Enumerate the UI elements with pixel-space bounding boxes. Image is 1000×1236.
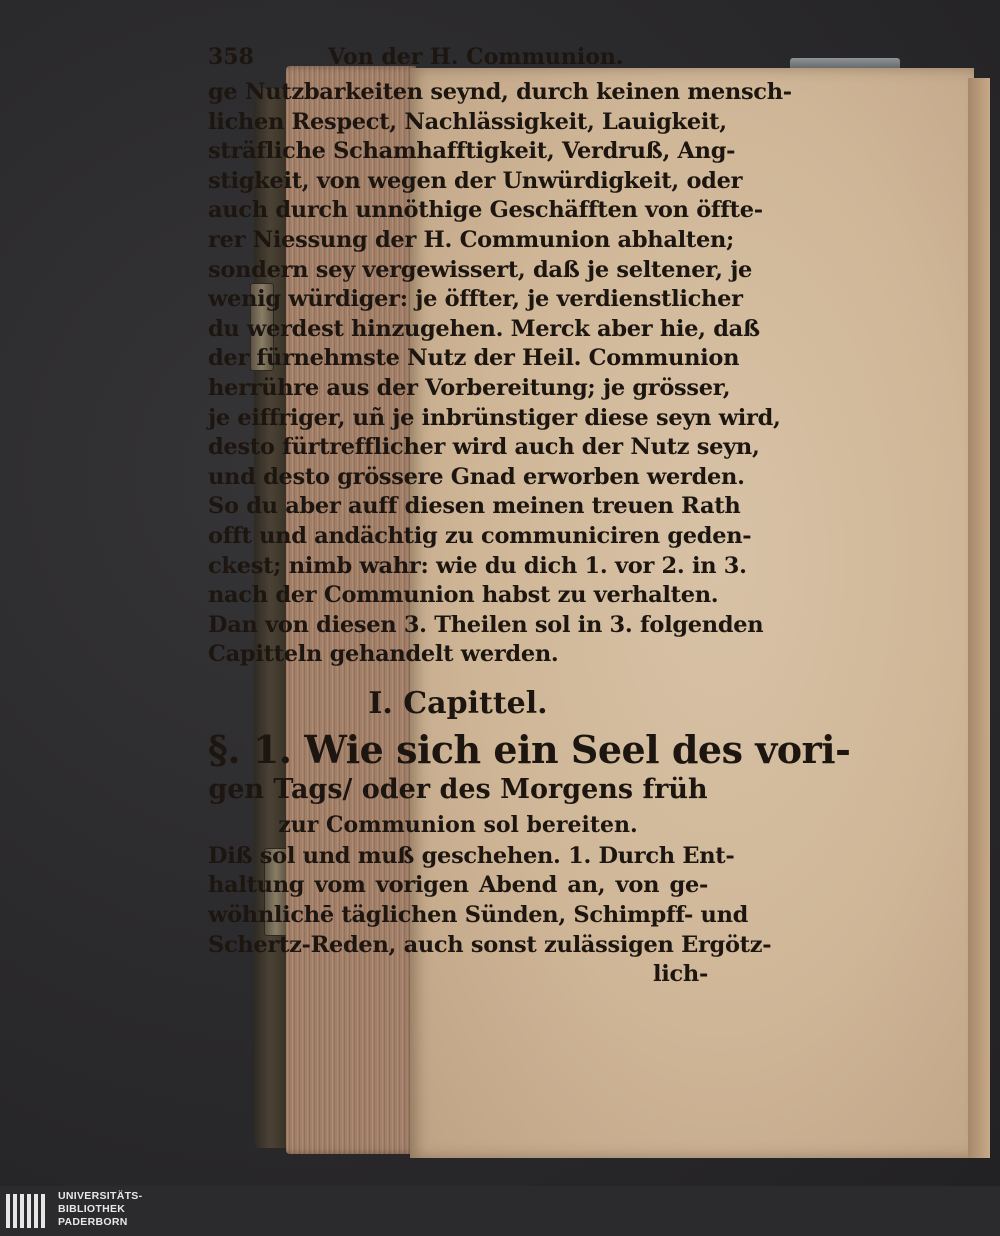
text-line: je eiffriger, uñ je inbrünstiger diese seyn wird, <box>208 404 781 431</box>
text-line: rer Niessung der H. Communion abhalten; <box>208 226 735 253</box>
text-line: wenig würdiger: je öffter, je verdienstlicher <box>208 286 743 313</box>
library-footer <box>0 1186 1000 1236</box>
text-line: Diß sol und muß geschehen. 1. Durch Ent- <box>208 842 735 869</box>
text-line: offt und andächtig zu communiciren geden- <box>208 522 752 549</box>
text-line: der fürnehmste Nutz der Heil. Communion <box>208 345 740 372</box>
text-line: haltung vom vorigen Abend an, von ge- <box>208 872 708 899</box>
text-line: nach der Communion habst zu verhalten. <box>208 582 719 609</box>
text-line: sträfliche Schamhafftigkeit, Verdruß, Ang- <box>208 138 736 165</box>
text-line: Capitteln gehandelt werden. <box>208 641 559 668</box>
text-line: wöhnlichē täglichen Sünden, Schimpff- und <box>208 902 749 929</box>
section-title-line: gen Tags/ oder des Morgens früh <box>208 773 708 805</box>
text-line: ge Nutzbarkeiten seynd, durch keinen mensch- <box>208 79 792 105</box>
library-name-line: BIBLIOTHEK <box>58 1203 126 1215</box>
facing-page-edge <box>968 78 990 1158</box>
chapter-heading: I. Capittel. <box>368 685 548 721</box>
text-line: stigkeit, von wegen der Unwürdigkeit, oder <box>208 167 743 194</box>
page-header <box>208 44 708 78</box>
text-line: Schertz-Reden, auch sonst zulässigen Ergötz- <box>208 931 772 958</box>
library-bars-logo-icon <box>6 1192 50 1230</box>
section-title-line: zur Communion sol bereiten. <box>278 811 638 838</box>
section-paragraph <box>208 842 772 990</box>
text-line: desto fürtrefflicher wird auch der Nutz seyn, <box>208 434 760 461</box>
text-line: du werdest hinzugehen. Merck aber hie, daß <box>208 315 760 342</box>
library-name-line: UNIVERSITÄTS- <box>58 1190 143 1202</box>
text-line: herrühre aus der Vorbereitung; je grösser, <box>208 374 731 401</box>
text-line: sondern sey vergewissert, daß je seltener, je <box>208 256 753 283</box>
text-line: auch durch unnöthige Geschäfften von öffte- <box>208 197 763 224</box>
text-line: und desto grössere Gnad erworben werden. <box>208 463 745 490</box>
library-name-line: PADERBORN <box>58 1216 128 1228</box>
catchword: lich- <box>653 961 708 988</box>
text-line: Dan von diesen 3. Theilen sol in 3. folgenden <box>208 611 764 638</box>
section-title-line: §. 1. Wie sich ein Seel des vori- <box>208 726 851 772</box>
text-line: lichen Respect, Nachlässigkeit, Lauigkeit, <box>208 108 727 135</box>
page-number: 358 <box>208 44 254 70</box>
page-text <box>208 44 851 990</box>
text-line: So du aber auff diesen meinen treuen Rath <box>208 493 741 520</box>
library-name <box>58 1190 142 1229</box>
body-paragraph <box>208 78 792 670</box>
running-head: Von der H. Communion. <box>328 44 624 70</box>
section-heading <box>208 726 851 842</box>
text-line: ckest; nimb wahr: wie du dich 1. vor 2. in 3. <box>208 552 747 579</box>
